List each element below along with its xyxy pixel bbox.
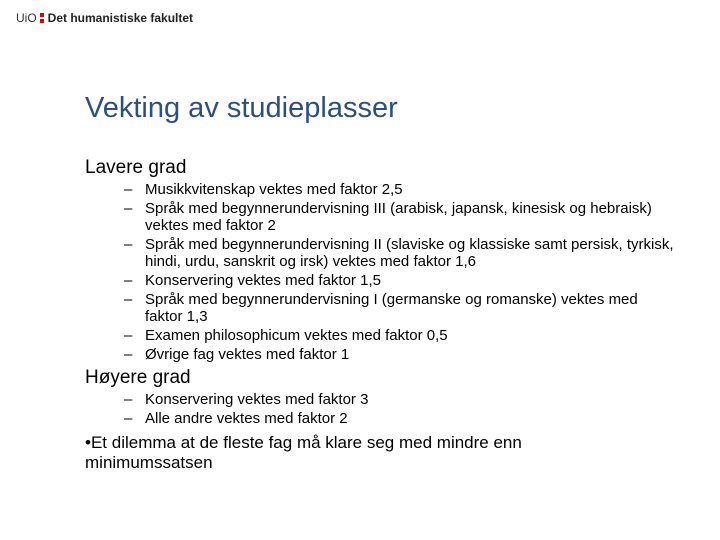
list-item-text: Musikkvitenskap vektes med faktor 2,5 — [145, 181, 403, 198]
header — [16, 10, 193, 26]
dash-marker: – — [124, 291, 133, 308]
faculty-name: Det humanistiske fakultet — [47, 11, 194, 25]
list-item — [85, 181, 675, 198]
slide-content — [85, 157, 675, 473]
slide-title: Vekting av studieplasser — [85, 92, 398, 124]
dash-marker: – — [124, 391, 133, 408]
dash-marker: – — [124, 272, 133, 289]
list-item-text: Examen philosophicum vektes med faktor 0,5 — [145, 327, 448, 344]
list-hoyere — [85, 391, 675, 427]
list-item — [85, 200, 675, 234]
list-item-text: Språk med begynnerundervisning II (slaviske og klassiske samt persisk, tyrkisk, hindi, urdu, sanskrit og irsk) vektes med faktor 1,6 — [145, 236, 674, 270]
list-item — [85, 272, 675, 289]
list-item-text: Språk med begynnerundervisning III (arabisk, japansk, kinesisk og hebraisk) vektes med faktor 2 — [145, 200, 652, 234]
list-item-text: Alle andre vektes med faktor 2 — [145, 410, 348, 427]
dash-marker: – — [124, 346, 133, 363]
uio-logo-text: UiO — [16, 11, 37, 25]
dash-marker: – — [124, 410, 133, 427]
dash-marker: – — [124, 181, 133, 198]
dash-marker: – — [124, 327, 133, 344]
list-item — [85, 391, 675, 408]
dash-marker: – — [124, 200, 133, 217]
list-lavere — [85, 181, 675, 363]
list-item-text: Øvrige fag vektes med faktor 1 — [145, 346, 350, 363]
list-item-text: Språk med begynnerundervisning I (germanske og romanske) vektes med faktor 1,3 — [145, 291, 638, 325]
section-heading-hoyere: Høyere grad — [85, 367, 191, 388]
section-heading-lavere: Lavere grad — [85, 157, 187, 178]
list-item — [85, 291, 675, 325]
dilemma-bullet: •Et dilemma at de fleste fag må klare seg med mindre enn minimumssatsen — [85, 433, 522, 472]
list-item — [85, 410, 675, 427]
list-item — [85, 236, 675, 270]
list-item — [85, 346, 675, 363]
dash-marker: – — [124, 236, 133, 253]
uio-logo-icon — [40, 13, 44, 23]
list-item — [85, 327, 675, 344]
list-item-text: Konservering vektes med faktor 3 — [145, 391, 369, 408]
list-item-text: Konservering vektes med faktor 1,5 — [145, 272, 381, 289]
